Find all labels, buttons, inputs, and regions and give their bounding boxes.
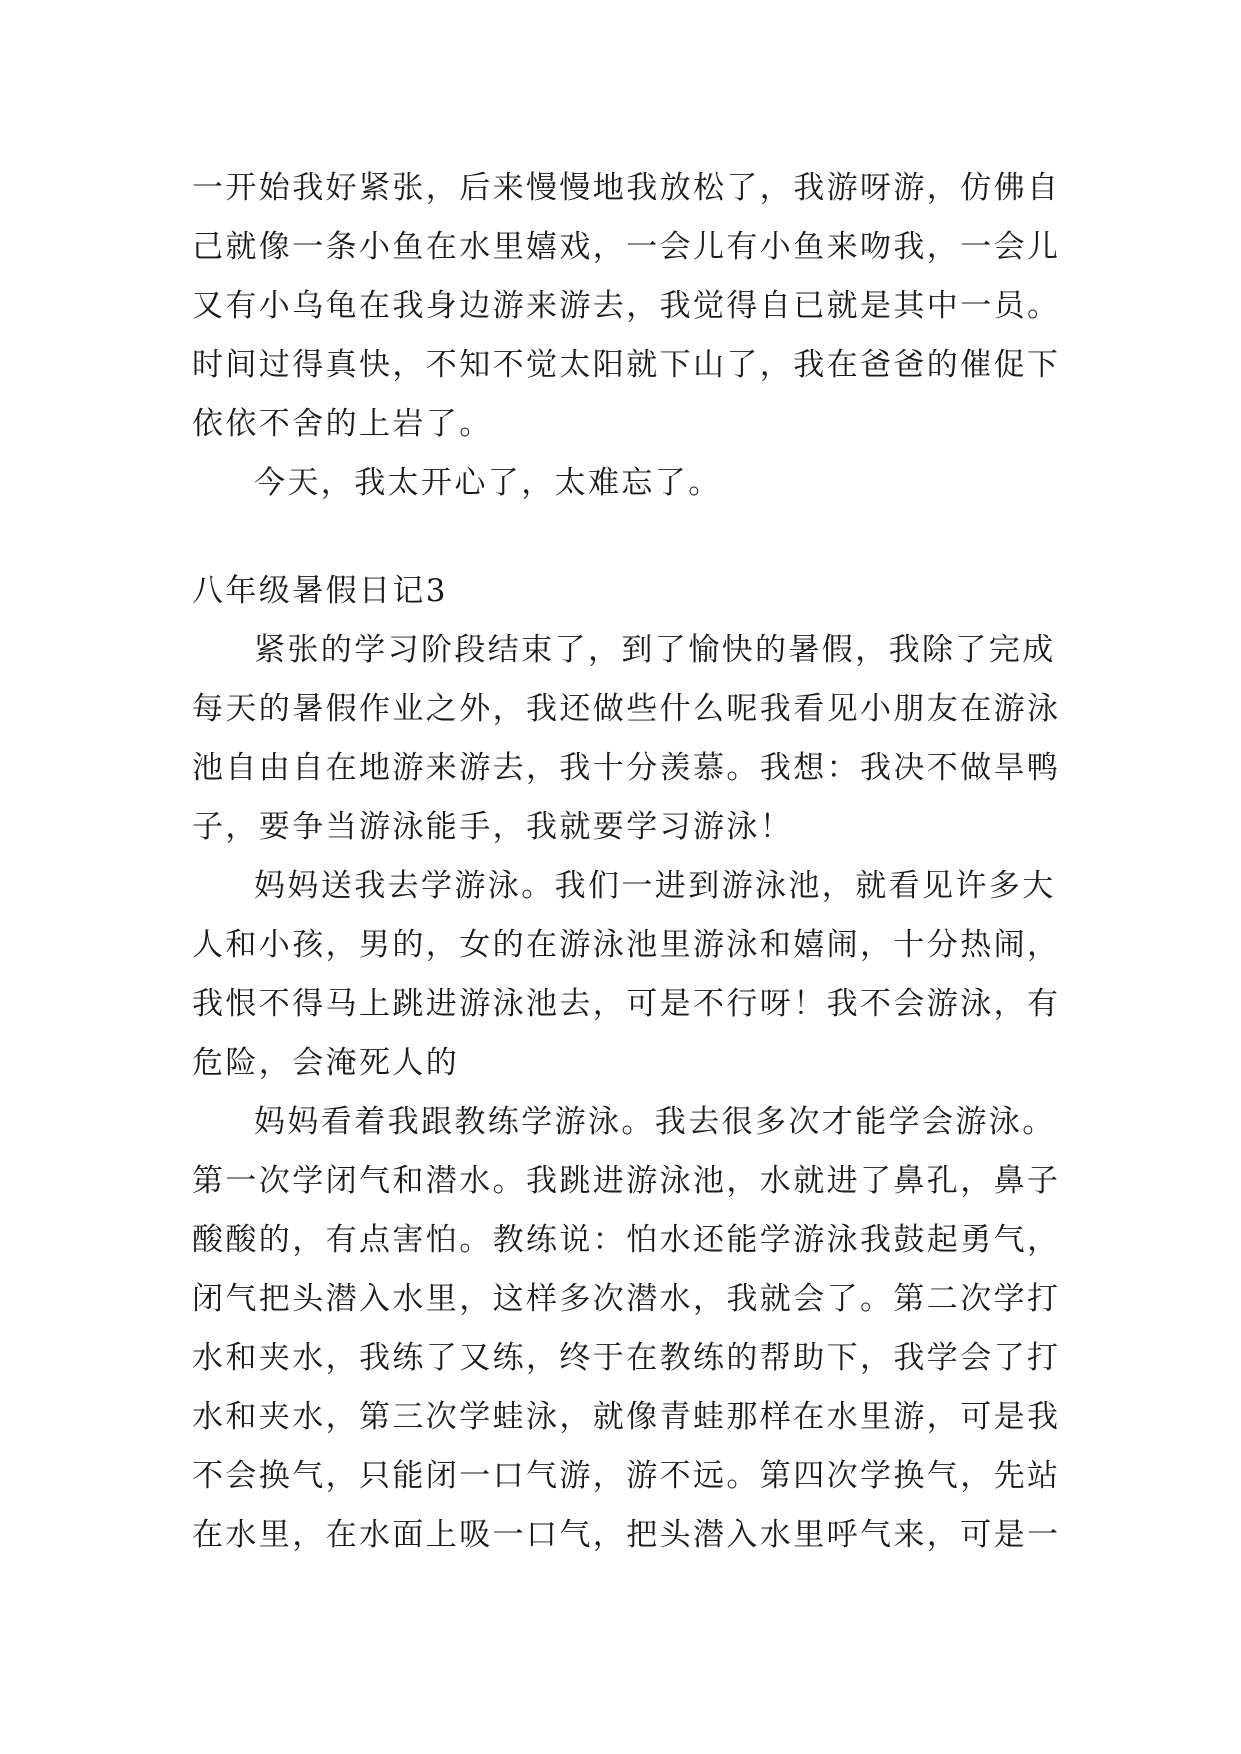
paragraph-line: 时间过得真快，不知不觉太阳就下山了，我在爸爸的催促下 <box>192 347 1061 383</box>
paragraph-line: 水和夹水，我练了又练，终于在教练的帮助下，我学会了打 <box>192 1340 1061 1376</box>
paragraph-line: 又有小乌龟在我身边游来游去，我觉得自已就是其中一员。 <box>192 288 1061 324</box>
paragraph-line: 不会换气，只能闭一口气游，游不远。第四次学换气，先站 <box>192 1458 1061 1494</box>
section-heading: 八年级暑假日记3 <box>192 573 448 609</box>
paragraph-line: 子，要争当游泳能手，我就要学习游泳！ <box>192 809 794 845</box>
paragraph-line: 在水里，在水面上吸一口气，把头潜入水里呼气来，可是一 <box>192 1517 1061 1553</box>
paragraph-line: 酸酸的，有点害怕。教练说：怕水还能学游泳我鼓起勇气， <box>192 1222 1061 1258</box>
paragraph-line: 依依不舍的上岩了。 <box>192 406 493 442</box>
paragraph-line: 妈妈送我去学游泳。我们一进到游泳池，就看见许多大 <box>254 868 1056 904</box>
paragraph-line: 我恨不得马上跳进游泳池去，可是不行呀！我不会游泳，有 <box>192 986 1061 1022</box>
paragraph-line: 每天的暑假作业之外，我还做些什么呢我看见小朋友在游泳 <box>192 691 1061 727</box>
paragraph-line: 第一次学闭气和潜水。我跳进游泳池，水就进了鼻孔，鼻子 <box>192 1163 1061 1199</box>
paragraph-line: 池自由自在地游来游去，我十分羡慕。我想：我决不做旱鸭 <box>192 750 1061 786</box>
paragraph-line: 今天，我太开心了，太难忘了。 <box>254 465 722 501</box>
paragraph-line: 水和夹水，第三次学蛙泳，就像青蛙那样在水里游，可是我 <box>192 1399 1061 1435</box>
paragraph-line: 一开始我好紧张，后来慢慢地我放松了，我游呀游，仿佛自 <box>192 170 1061 206</box>
paragraph-line: 闭气把头潜入水里，这样多次潜水，我就会了。第二次学打 <box>192 1281 1061 1317</box>
paragraph-line: 人和小孩，男的，女的在游泳池里游泳和嬉闹，十分热闹， <box>192 927 1061 963</box>
paragraph-line: 妈妈看着我跟教练学游泳。我去很多次才能学会游泳。 <box>254 1104 1056 1140</box>
paragraph-line: 危险，会淹死人的 <box>192 1045 460 1081</box>
paragraph-line: 紧张的学习阶段结束了，到了愉快的暑假，我除了完成 <box>254 632 1056 668</box>
paragraph-line: 己就像一条小鱼在水里嬉戏，一会儿有小鱼来吻我，一会儿 <box>192 229 1061 265</box>
